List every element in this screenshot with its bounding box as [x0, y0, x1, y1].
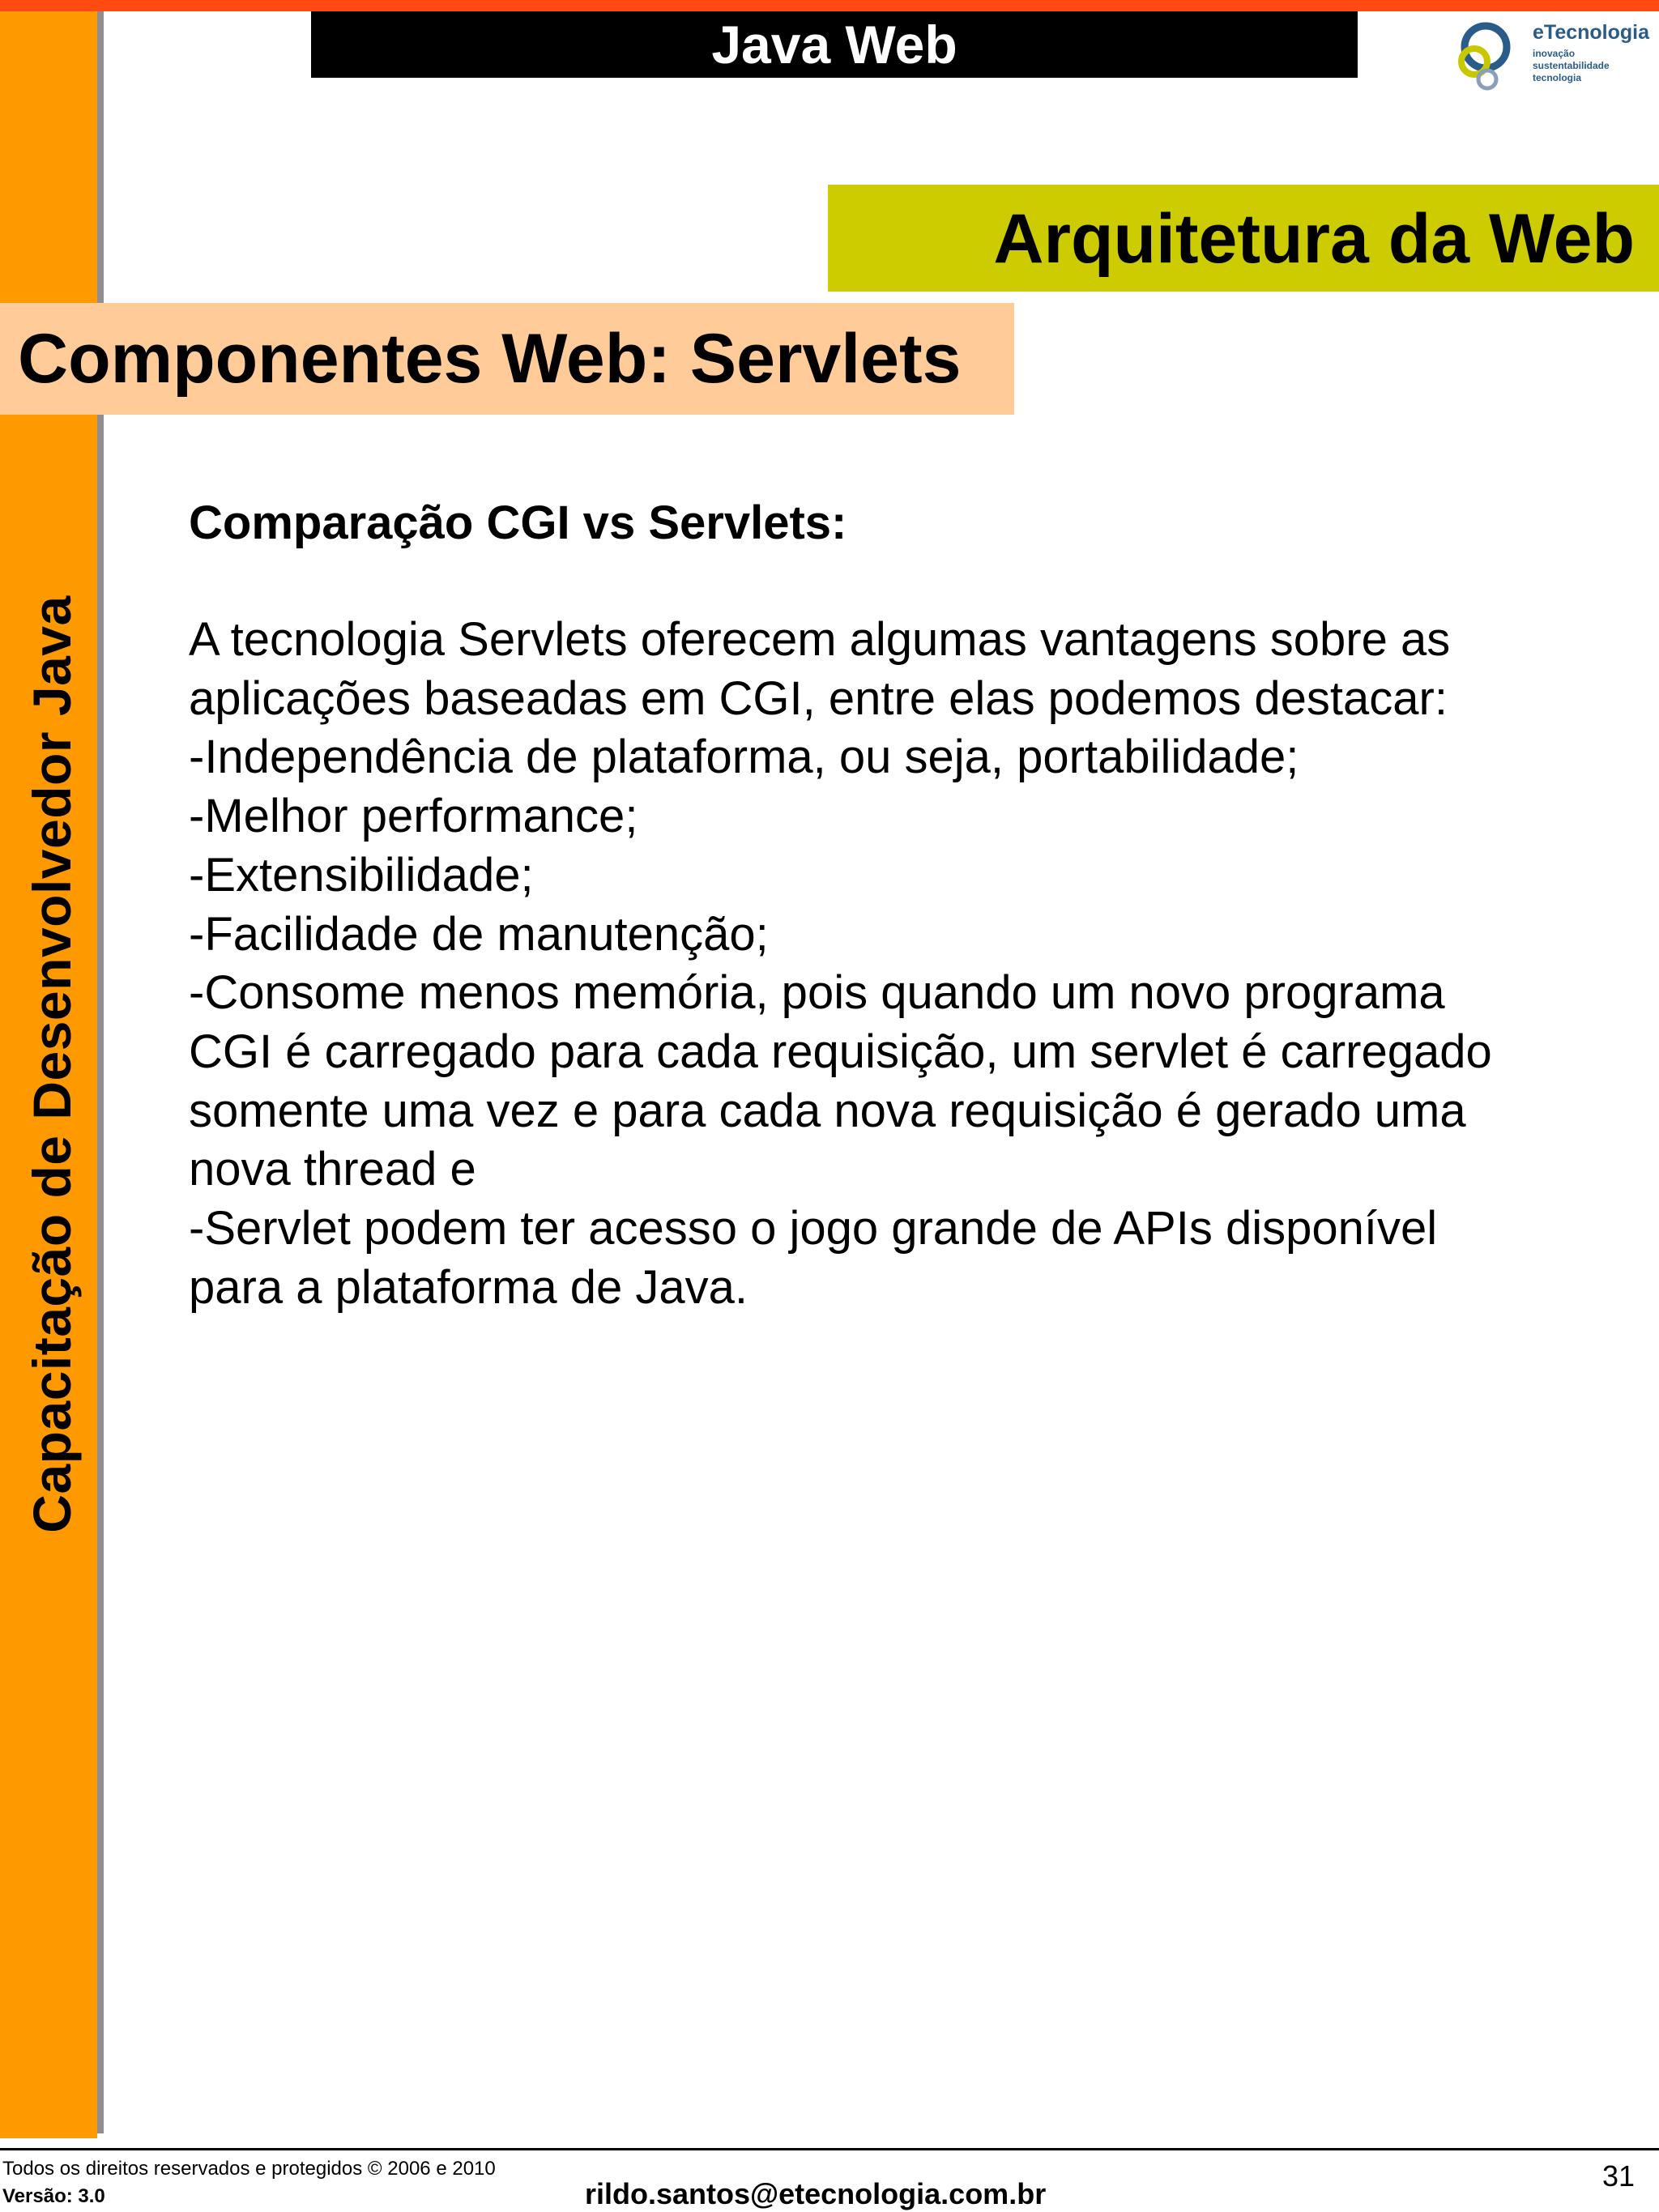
logo-tagline: sustentabilidade: [1533, 60, 1610, 71]
content-heading: Comparação CGI vs Servlets:: [189, 497, 847, 549]
section-banner: [828, 185, 1659, 292]
content-line: para a plataforma de Java.: [189, 1260, 748, 1314]
content-line: -Independência de plataforma, ou seja, portabilidade;: [189, 731, 1299, 784]
section-title: Arquitetura da Web: [993, 200, 1635, 278]
content-line: A tecnologia Servlets oferecem algumas vantagens sobre as: [189, 613, 1451, 666]
topic-banner: [0, 303, 1014, 415]
content-line: somente uma vez e para cada nova requisição é gerado uma: [189, 1084, 1466, 1137]
etecnologia-logo: [1450, 16, 1653, 97]
header-bar: [311, 11, 1358, 78]
content-line: -Servlet podem ter acesso o jogo grande de APIs disponível: [189, 1202, 1438, 1255]
header-title: Java Web: [711, 15, 957, 75]
content-line: -Facilidade de manutenção;: [189, 907, 769, 961]
footer-version: Versão: 3.0: [2, 2185, 105, 2207]
content-line: nova thread e: [189, 1143, 476, 1196]
topic-title: Componentes Web: Servlets: [18, 320, 962, 398]
content-line: CGI é carregado para cada requisição, um servlet é carregado: [189, 1025, 1492, 1078]
logo-name: eTecnologia: [1533, 21, 1650, 44]
footer-email: rildo.santos@etecnologia.com.br: [585, 2177, 1047, 2210]
content-line: aplicações baseadas em CGI, entre elas podemos destacar:: [189, 671, 1448, 725]
logo-rings-icon: [1450, 16, 1531, 97]
footer-divider: [0, 2148, 1659, 2150]
top-accent-stripe: [0, 0, 1659, 11]
slide-content: [189, 494, 1566, 1317]
page-number: 31: [1601, 2159, 1635, 2193]
content-line: -Consome menos memória, pois quando um novo programa: [189, 966, 1445, 1020]
content-line: -Extensibilidade;: [189, 848, 534, 901]
logo-tagline: tecnologia: [1533, 72, 1582, 83]
sidebar-course-label: Capacitação de Desenvolvedor Java: [22, 595, 82, 1533]
content-line: -Melhor performance;: [189, 790, 638, 843]
footer-copyright: Todos os direitos reservados e protegidos © 2006 e 2010: [2, 2158, 496, 2180]
content-spacer: [189, 552, 1566, 611]
logo-tagline: inovação: [1533, 48, 1576, 59]
